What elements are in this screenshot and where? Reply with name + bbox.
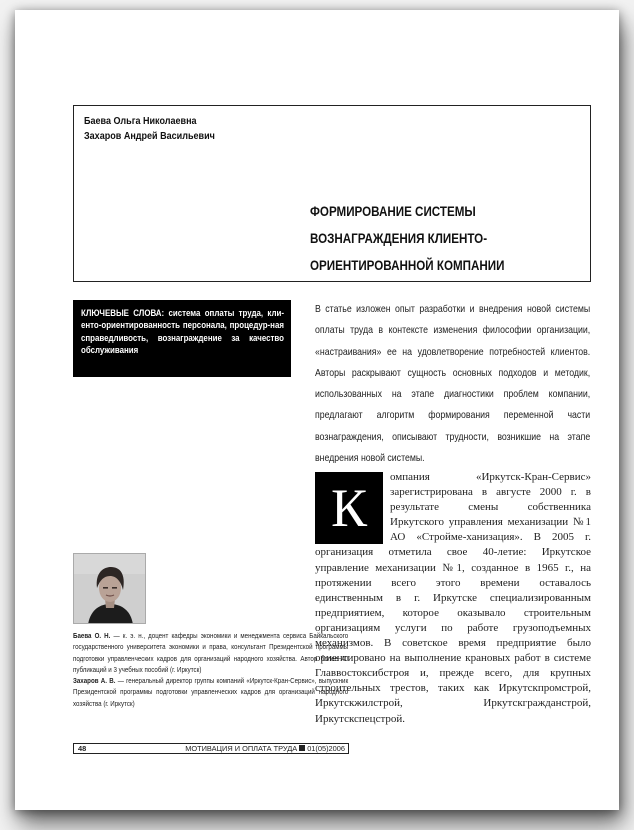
keywords-box: [73, 300, 291, 377]
bio-zakharov: [73, 675, 348, 709]
body-paragraph: омпания «Иркутск-Кран-Сервис» зарегистрирована в августе 2000 г. в результате смены собственника Иркутского управления механизации №1 АО «Стройме-ханизация». В 2005 г. организация отметила свое 40-летие: Иркутское управление механизации №1, созданное в 1965 г., на протяжении всего этого времени оставалось единственным в г. Иркутске специализированным предприятием, которое оказывало строительным организациям услуги по работе грузоподъемных механизмов. В советское время предприятие было ориентировано на выполнение крановых работ в системе Главвостоксибстроя и, прежде всего, для крупных строительных трестов, таких как Иркутскпромстрой, Иркутскжилстрой, Иркутскгражданстрой, Иркутскспецстрой.: [315, 471, 591, 725]
article-header-box: [73, 105, 591, 282]
journal-info: [185, 744, 345, 753]
issue-number: 01(05)2006: [307, 744, 345, 753]
title-line: ОРИЕНТИРОВАННОЙ КОМПАНИИ: [310, 258, 505, 273]
article-title: [310, 198, 559, 279]
square-bullet-icon: [299, 745, 305, 751]
author-list: [84, 114, 215, 144]
abstract-text: В статье изложен опыт разработки и внедрения новой системы оплаты труда в контексте изменения философии организации, «настраивания» ее на удовлетворение потребностей клиентов. Авторы раскрывают сущность основных подходов и методик, использованных на этапе диагностики проблем компании, предлагают алгоритм формирования переменной части вознаграждения, описывают трудности, возникшие на этапе внедрения новой системы.: [315, 304, 591, 465]
author-name: Захаров Андрей Васильевич: [84, 130, 215, 142]
bio-name: Захаров А. В.: [73, 676, 116, 686]
bio-baeva: [73, 630, 348, 675]
bio-text: — генеральный директор группы компаний «Иркутск-Кран-Сервис», выпускник Президентской программы подготовки управленческих кадров для организаций народного хозяйства (г. Иркутск): [73, 676, 349, 708]
bio-name: Баева О. Н.: [73, 631, 111, 640]
author-bios: [73, 630, 348, 709]
author-photo: [73, 553, 146, 624]
keywords-text: КЛЮЧЕВЫЕ СЛОВА: система оплаты труда, кли- енто-ориентированность персонала, процедур-ная справедливость, вознаграждение за качество обслуживания: [81, 308, 284, 356]
page-footer: [73, 743, 349, 754]
page-number: 48: [78, 744, 87, 753]
author-name: Баева Ольга Николаевна: [84, 115, 197, 127]
journal-name: МОТИВАЦИЯ И ОПЛАТА ТРУДА: [185, 744, 298, 753]
title-line: ВОЗНАГРАЖДЕНИЯ КЛИЕНТО-: [310, 231, 488, 246]
author-portrait-image: [74, 554, 146, 624]
article-body: [315, 470, 591, 727]
bio-text: — к. э. н., доцент кафедры экономики и менеджмента сервиса Байкальского государственного университета экономики и права, консультант Президентской программы подготовки управленческих кадров для организаций народного хозяйства. Автор более 40 публикаций и 3 учебных пособий (г. Иркутск): [73, 631, 349, 674]
drop-cap: К: [315, 472, 383, 544]
journal-page: [15, 10, 619, 810]
drop-cap-spacer: [315, 470, 390, 544]
title-line: ФОРМИРОВАНИЕ СИСТЕМЫ: [310, 204, 476, 219]
